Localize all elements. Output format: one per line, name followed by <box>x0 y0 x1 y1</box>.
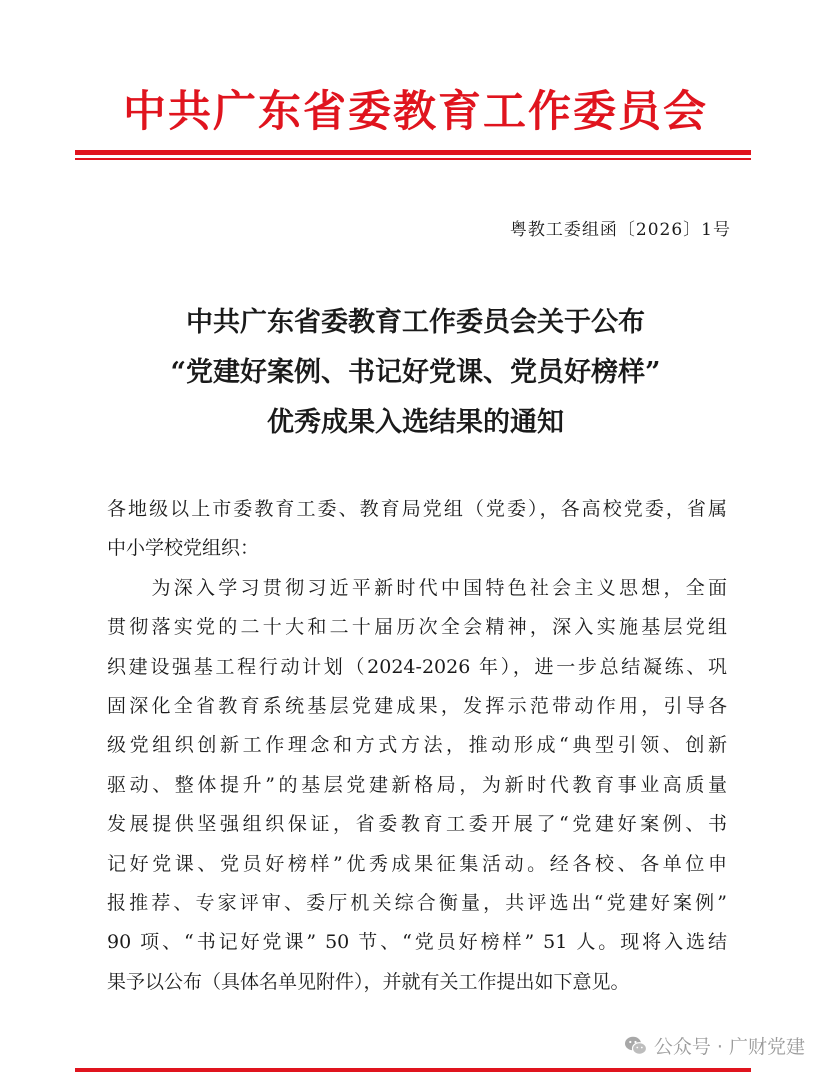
body-line: 报推荐、专家评审、委厅机关综合衡量，共评选出“党建好案例” <box>107 892 727 915</box>
body-line: 织建设强基工程行动计划（2024-2026 年），进一步总结凝练、巩 <box>107 655 727 678</box>
body-line: 为深入学习贯彻习近平新时代中国特色社会主义思想，全面 <box>107 576 727 599</box>
masthead-rule-thick <box>75 150 751 155</box>
title-line: “党建好案例、书记好党课、党员好榜样” <box>170 357 661 388</box>
body-line: 发展提供坚强组织保证，省委教育工委开展了“党建好案例、书 <box>107 813 727 836</box>
watermark-text: 公众号 · 广财党建 <box>653 1036 805 1058</box>
body-line-salutation-end: 中小学校党组织： <box>107 537 260 560</box>
body-line: 贯彻落实党的二十大和二十届历次全会精神，深入实施基层党组 <box>107 616 727 639</box>
body-line: 记好党课、党员好榜样”优秀成果征集活动。经各校、各单位申 <box>107 852 727 875</box>
masthead-rule-thin <box>75 158 751 160</box>
watermark <box>624 1032 805 1059</box>
document-title <box>0 298 831 448</box>
document-body <box>107 490 727 1002</box>
document-number: 粤教工委组函〔2026〕1号 <box>509 220 731 240</box>
body-line-salutation: 各地级以上市委教育工委、教育局党组（党委），各高校党委，省属 <box>107 498 727 520</box>
body-line: 固深化全省教育系统基层党建成果，发挥示范带动作用，引导各 <box>107 695 727 718</box>
wechat-icon <box>624 1035 648 1057</box>
masthead-title: 中共广东省委教育工作委员会 <box>123 87 708 137</box>
title-line: 优秀成果入选结果的通知 <box>267 407 564 438</box>
body-line: 果予以公布（具体名单见附件），并就有关工作提出如下意见。 <box>107 970 630 993</box>
body-line: 级党组织创新工作理念和方式方法，推动形成“典型引领、创新 <box>107 734 727 757</box>
footer-rule <box>75 1068 751 1072</box>
body-line: 90 项、“书记好党课” 50 节、“党员好榜样” 51 人。现将入选结 <box>107 931 727 954</box>
body-line: 驱动、整体提升”的基层党建新格局，为新时代教育事业高质量 <box>107 773 727 796</box>
title-line: 中共广东省委教育工作委员会关于公布 <box>186 307 645 338</box>
